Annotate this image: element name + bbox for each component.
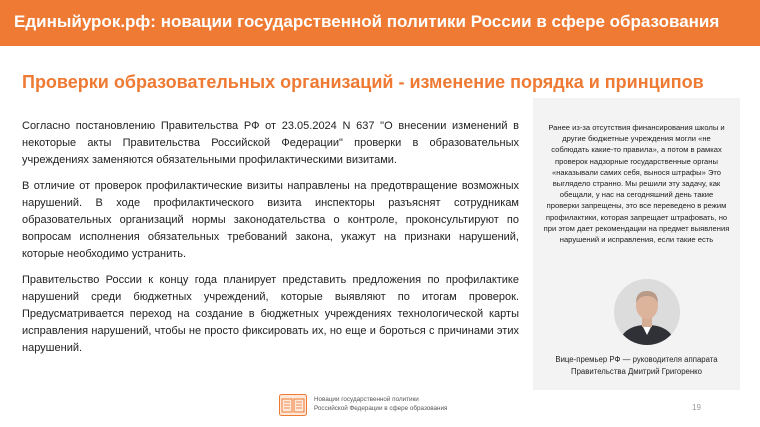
portrait-photo	[614, 279, 680, 345]
header-title: Единыйурок.рф: новации государственной политики России в сфере образования	[14, 12, 720, 31]
quote-text: Ранее из-за отсутствия финансирования школы и другие бюджетные учреждения могли «не соблюдать какие-то правила», а потом в рамках проверок надзорные государственные органы «наказывали самих себя, вынося штрафы» Это выглядело странно. Мы решили эту задачу, как обещали, у нас на сегодняшний день такие проверки запрещены, это все переведено в режим профилактики, которая запрещает штрафовать, но при этом дает рекомендации на предмет выявления нарушений и исправления, если такие есть	[543, 123, 730, 245]
quote-caption: Вице-премьер РФ — руководителя аппарата Правительства Дмитрий Григоренко	[555, 355, 718, 376]
page-number: 19	[692, 403, 701, 412]
footer-line: Новации государственной политики	[314, 396, 419, 403]
header-bar	[0, 0, 760, 46]
quote-panel	[533, 98, 740, 390]
paragraph: Согласно постановлению Правительства РФ от 23.05.2024 N 637 "О внесении изменений в некоторые акты Правительства Российской Федерации" проверки в образовательных учреждениях заменяются обязательными профилактическими визитами.	[22, 120, 519, 166]
paragraph: В отличие от проверок профилактические визиты направлены на предотвращение возможных нарушений. В ходе профилактического визита инспекторы разъяснят сотрудникам образовательных организаций нормы законодательства о контроле, проконсультируют по вопросам исполнения обязательных требований закона, укажут на признаки нарушений, которые необходимо устранить.	[22, 180, 519, 260]
paragraph: Правительство России к концу года планирует представить предложения по профилактике нарушений среди бюджетных учреждений, которые выявляют по итогам проверок. Предусматривается переход на создание в бюджетных учреждениях технологической карты исправления нарушений, чтобы не просто фиксировать их, но еще и бороться с причинами этих нарушений.	[22, 274, 519, 354]
main-text	[22, 118, 519, 366]
footer-line: Российской Федерации в сфере образования	[314, 404, 448, 412]
footer-text	[314, 396, 447, 413]
open-book-icon	[279, 394, 307, 416]
slide-title: Проверки образовательных организаций - изменение порядка и принципов	[22, 72, 704, 92]
person-icon	[614, 279, 680, 345]
